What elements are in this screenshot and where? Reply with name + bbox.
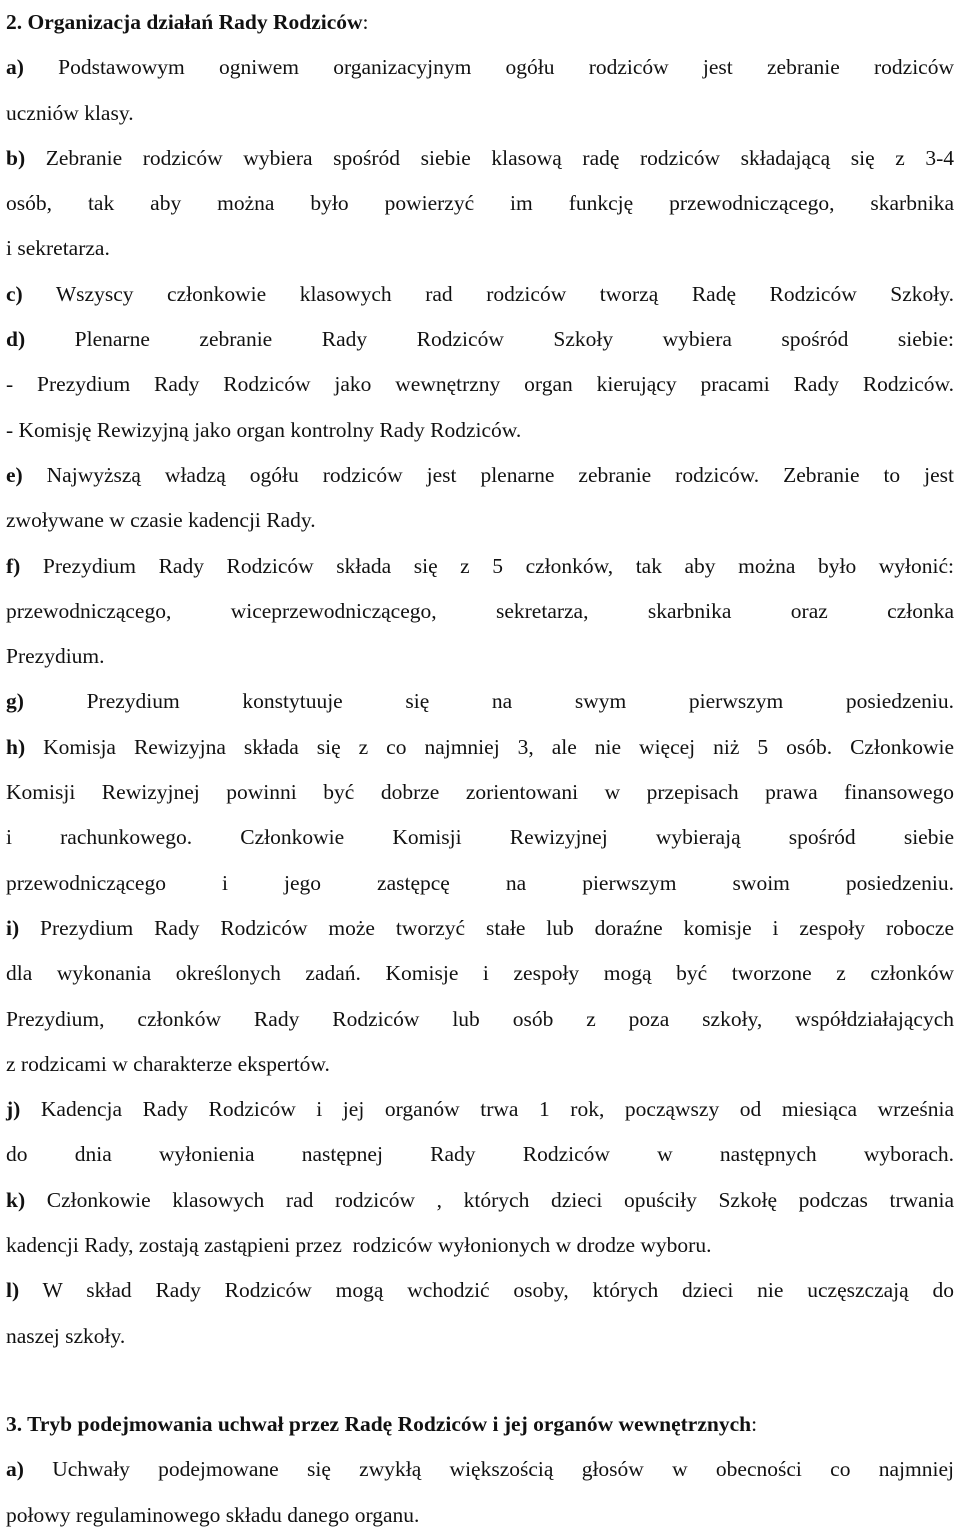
item-text: kadencji Rady, zostają zastąpieni przez rodziców wyłonionych w drodze wyboru. (6, 1233, 712, 1258)
text-line-content (6, 1223, 711, 1268)
item-text: Uchwały podejmowane się zwykłą większością głosów w obecności co najmniej (23, 1457, 954, 1482)
item-text: Podstawowym ogniwem organizacyjnym ogółu rodziców jest zebranie rodziców (23, 55, 954, 80)
text-line (6, 408, 954, 453)
text-line-content (6, 498, 316, 543)
text-line-content (6, 544, 954, 589)
item-text: Prezydium Rady Rodziców składa się z 5 członków, tak aby można było wyłonić: (20, 553, 954, 578)
item-text: Członkowie klasowych rad rodziców , których dzieci opuściły Szkołę podczas trwania (25, 1187, 954, 1212)
text-line (6, 679, 954, 724)
item-label: k) (6, 1187, 26, 1212)
item-text: Prezydium Rady Rodziców może tworzyć stałe lub doraźne komisje i zespoły robocze (19, 915, 954, 940)
text-line-content (6, 453, 954, 498)
text-line (6, 1132, 954, 1177)
text-line-content (6, 226, 110, 271)
text-line (6, 1178, 954, 1223)
text-line-content (6, 1087, 954, 1132)
text-line (6, 1268, 954, 1313)
text-line-content (6, 1314, 125, 1359)
text-line-content (6, 589, 954, 634)
text-line (6, 1042, 954, 1087)
item-text: Wszyscy członkowie klasowych rad rodziców tworzą Radę Rodziców Szkoły. (22, 281, 954, 306)
text-line (6, 91, 954, 136)
text-line-content (6, 181, 954, 226)
text-line (6, 453, 954, 498)
item-text: z rodzicami w charakterze ekspertów. (6, 1051, 330, 1076)
section-2-title: Organizacja działań Rady Rodziców (27, 10, 363, 34)
text-line-content (6, 1447, 954, 1492)
text-line (6, 1447, 954, 1492)
text-line-content (6, 679, 954, 724)
text-line-content (6, 861, 954, 906)
text-line (6, 226, 954, 271)
text-line (6, 181, 954, 226)
text-line-content (6, 951, 954, 996)
text-line (6, 1087, 954, 1132)
item-text: Prezydium, członków Rady Rodziców lub osób z poza szkoły, współdziałających (6, 1006, 954, 1031)
text-line (6, 770, 954, 815)
item-text: uczniów klasy. (6, 100, 134, 125)
text-line-content (6, 997, 954, 1042)
text-line-content (6, 45, 954, 90)
text-line-content (6, 408, 521, 453)
item-text: zwoływane w czasie kadencji Rady. (6, 508, 316, 533)
item-text: Plenarne zebranie Rady Rodziców Szkoły wybiera spośród siebie: (25, 327, 954, 352)
item-text: Komisja Rewizyjna składa się z co najmniej 3, ale nie więcej niż 5 osób. Członkowie (25, 734, 954, 759)
text-line-content (6, 1042, 330, 1087)
item-text: - Prezydium Rady Rodziców jako wewnętrzny organ kierujący pracami Rady Rodziców. (6, 372, 954, 397)
text-line (6, 544, 954, 589)
item-text: osób, tak aby można było powierzyć im funkcję przewodniczącego, skarbnika (6, 191, 954, 216)
item-text: naszej szkoły. (6, 1323, 126, 1348)
text-line-content (6, 362, 954, 407)
item-label: f) (6, 553, 21, 578)
text-line-content (6, 1132, 954, 1177)
section-3-heading (6, 1402, 954, 1447)
text-line (6, 634, 954, 679)
item-text: przewodniczącego, wiceprzewodniczącego, sekretarza, skarbnika oraz członka (6, 598, 954, 623)
text-line (6, 272, 954, 317)
item-text: W skład Rady Rodziców mogą wchodzić osoby, których dzieci nie uczęszczają do (19, 1278, 954, 1303)
text-line (6, 45, 954, 90)
text-line (6, 1493, 954, 1538)
item-label: c) (6, 281, 23, 306)
text-line (6, 951, 954, 996)
text-line-content (6, 1178, 954, 1223)
item-label: d) (6, 327, 26, 352)
text-line (6, 136, 954, 181)
text-line (6, 725, 954, 770)
item-text: połowy regulaminowego składu danego organu. (6, 1502, 420, 1527)
item-text: do dnia wyłonienia następnej Rady Rodziców w następnych wyborach. (6, 1142, 954, 1167)
item-text: Zebranie rodziców wybiera spośród siebie klasową radę rodziców składającą się z 3-4 (25, 145, 954, 170)
item-text: i rachunkowego. Członkowie Komisji Rewizyjnej wybierają spośród siebie (6, 825, 954, 850)
text-line (6, 906, 954, 951)
section-3-title: Tryb podejmowania uchwał przez Radę Rodziców i jej organów wewnętrznych (27, 1411, 752, 1436)
item-text: dla wykonania określonych zadań. Komisje i zespoły mogą być tworzone z członków (6, 961, 954, 986)
text-line-content (6, 91, 134, 136)
item-label: i) (6, 915, 20, 940)
text-line-content (6, 317, 954, 362)
text-line-content (6, 1268, 954, 1313)
item-label: j) (6, 1097, 21, 1122)
text-line-content (6, 725, 954, 770)
section-2-heading (6, 0, 954, 45)
text-line (6, 317, 954, 362)
item-text: Prezydium konstytuuje się na swym pierwszym posiedzeniu. (23, 689, 954, 714)
item-text: Kadencja Rady Rodziców i jej organów trwa 1 rok, począwszy od miesiąca września (20, 1097, 954, 1122)
item-label: e) (6, 462, 23, 487)
section-3-colon: : (751, 1411, 758, 1436)
text-line-content (6, 906, 954, 951)
text-line (6, 1314, 954, 1359)
section-3-body (6, 1447, 954, 1538)
text-line-content (6, 1493, 419, 1538)
section-2-number: 2. (6, 10, 28, 34)
section-2-colon: : (362, 10, 369, 34)
text-line-content (6, 136, 954, 181)
text-line (6, 589, 954, 634)
section-2-body (6, 45, 954, 1359)
text-line-content (6, 815, 954, 860)
item-label: b) (6, 145, 26, 170)
item-text: Komisji Rewizyjnej powinni być dobrze zorientowani w przepisach prawa finansowego (6, 780, 954, 805)
item-label: a) (6, 55, 24, 80)
text-line (6, 861, 954, 906)
item-text: przewodniczącego i jego zastępcę na pierwszym swoim posiedzeniu. (6, 870, 954, 895)
section-spacer (6, 1359, 954, 1402)
text-line (6, 498, 954, 543)
text-line (6, 815, 954, 860)
item-label: l) (6, 1278, 20, 1303)
text-line (6, 1223, 954, 1268)
item-label: a) (6, 1457, 24, 1482)
item-text: i sekretarza. (6, 236, 110, 261)
item-text: - Komisję Rewizyjną jako organ kontrolny Rady Rodziców. (6, 417, 522, 442)
text-line (6, 997, 954, 1042)
item-text: Prezydium. (6, 644, 105, 669)
item-label: g) (6, 689, 24, 714)
text-line (6, 362, 954, 407)
text-line-content (6, 770, 954, 815)
section-3-number: 3. (6, 1411, 28, 1436)
text-line-content (6, 272, 954, 317)
text-line-content (6, 634, 105, 679)
item-label: h) (6, 734, 26, 759)
item-text: Najwyższą władzą ogółu rodziców jest plenarne zebranie rodziców. Zebranie to jest (22, 462, 954, 487)
